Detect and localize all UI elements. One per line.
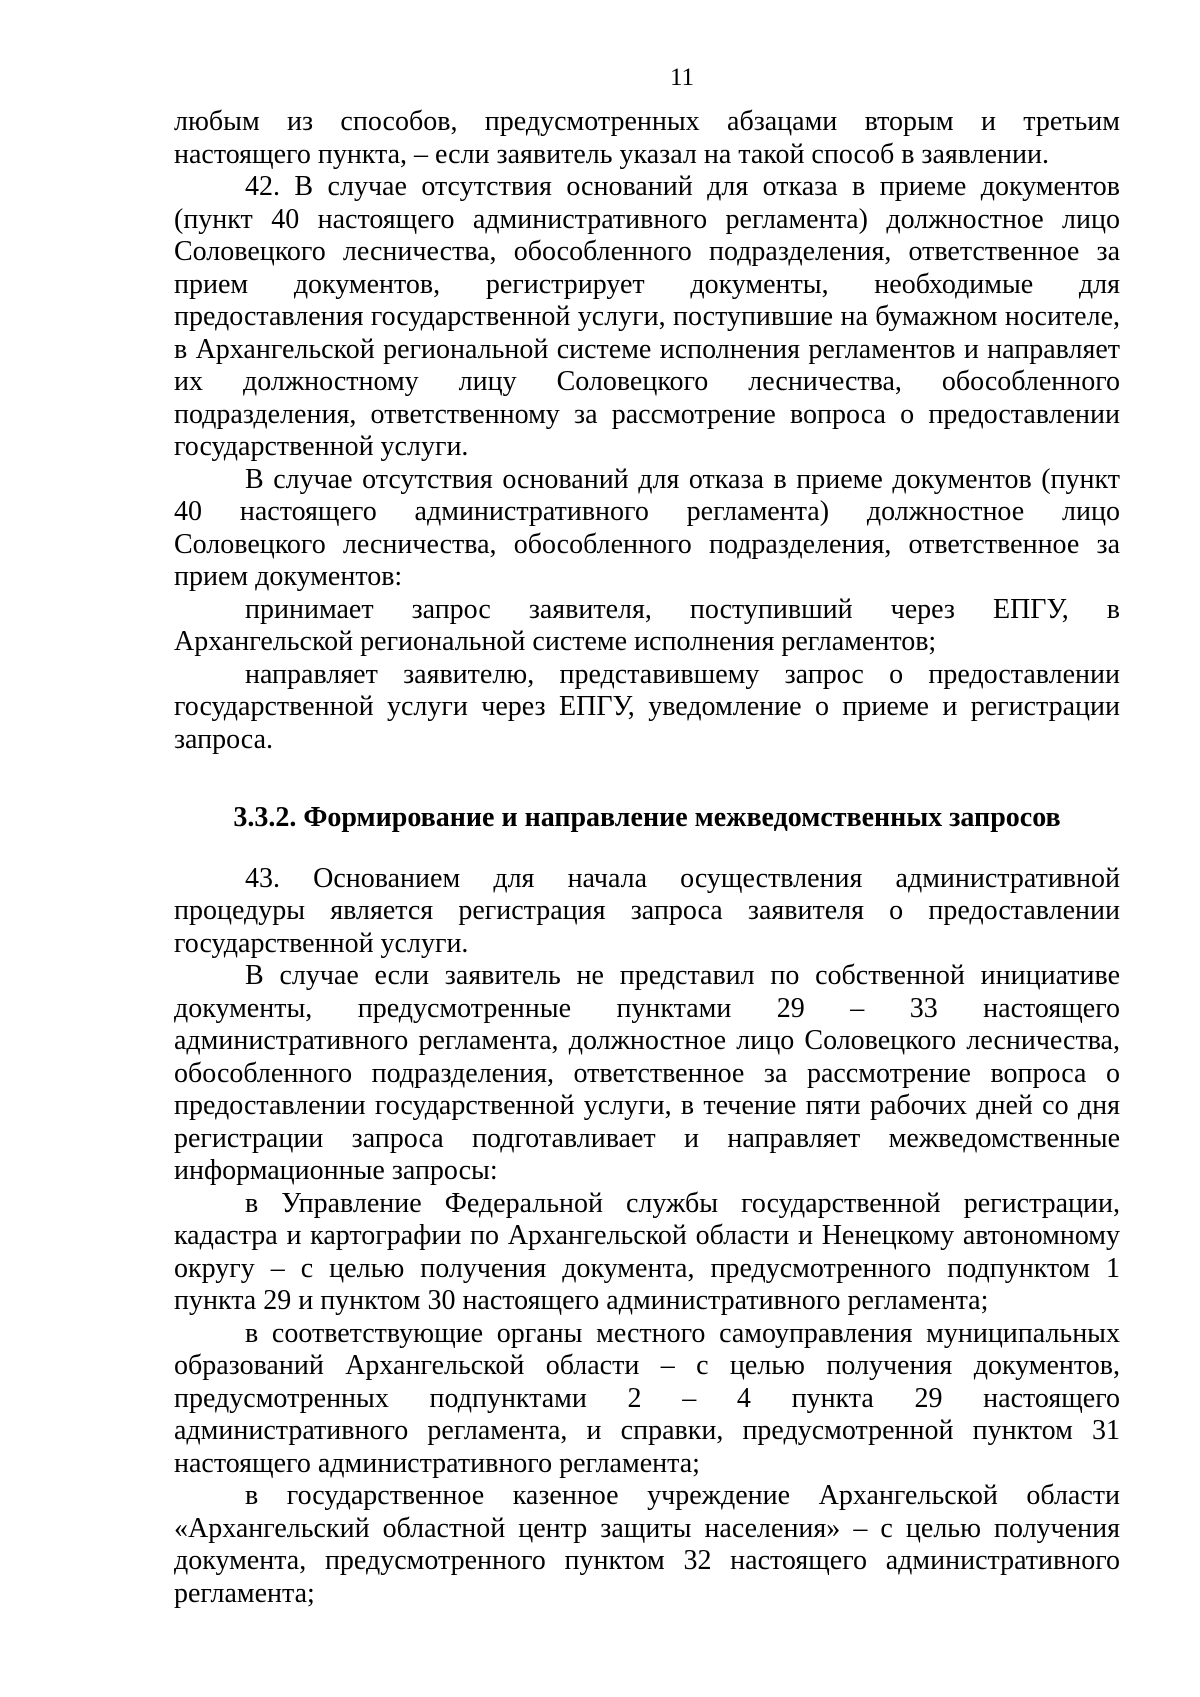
paragraph: принимает запрос заявителя, поступивший через ЕПГУ, в Архангельской региональной системе исполнения регламентов; <box>174 593 1120 657</box>
paragraph: в государственное казенное учреждение Архангельской области «Архангельский областной центр защиты населения» – с целью получения документа, предусмотренного пунктом 32 настоящего административного регламента; <box>174 1480 1120 1609</box>
paragraph: 42. В случае отсутствия оснований для отказа в приеме документов (пункт 40 настоящего административного регламента) должностное лицо Соловецкого лесничества, обособленного подразделения, ответственное за прием документов, регистрирует документы, необходимые для предоставления государственной услуги, поступившие на бумажном носителе, в Архангельской региональной системе исполнения регламентов и направляет их должностному лицу Соловецкого лесничества, обособленного подразделения, ответственному за рассмотрение вопроса о предоставлении государственной услуги. <box>174 171 1120 462</box>
page-number: 11 <box>669 64 695 91</box>
paragraph: В случае отсутствия оснований для отказа в приеме документов (пункт 40 настоящего административного регламента) должностное лицо Соловецкого лесничества, обособленного подразделения, ответственное за прием документов: <box>174 463 1120 592</box>
paragraph: любым из способов, предусмотренных абзацами вторым и третьим настоящего пункта, – если заявитель указал на такой способ в заявлении. <box>174 106 1120 170</box>
section-heading: 3.3.2. Формирование и направление межведомственных запросов <box>233 802 1061 833</box>
paragraph: В случае если заявитель не представил по собственной инициативе документы, предусмотренные пунктами 29 – 33 настоящего административного регламента, должностное лицо Соловецкого лесничества, обособленного подразделения, ответственное за рассмотрение вопроса о предоставлении государственной услуги, в течение пяти рабочих дней со дня регистрации запроса подготавливает и направляет межведомственные информационные запросы: <box>174 960 1120 1186</box>
paragraph: направляет заявителю, представившему запрос о предоставлении государственной услуги через ЕПГУ, уведомление о приеме и регистрации запроса. <box>174 658 1120 755</box>
paragraph: в Управление Федеральной службы государственной регистрации, кадастра и картографии по Архангельской области и Ненецкому автономному округу – с целью получения документа, предусмотренного подпунктом 1 пункта 29 и пунктом 30 настоящего административного регламента; <box>174 1187 1120 1316</box>
paragraph: в соответствующие органы местного самоуправления муниципальных образований Архангельской области – с целью получения документов, предусмотренных подпунктами 2 – 4 пункта 29 настоящего административного регламента, и справки, предусмотренной пунктом 31 настоящего административного регламента; <box>174 1317 1120 1479</box>
document-page <box>174 62 1120 1610</box>
paragraph: 43. Основанием для начала осуществления административной процедуры является регистрация запроса заявителя о предоставлении государственной услуги. <box>174 862 1120 959</box>
